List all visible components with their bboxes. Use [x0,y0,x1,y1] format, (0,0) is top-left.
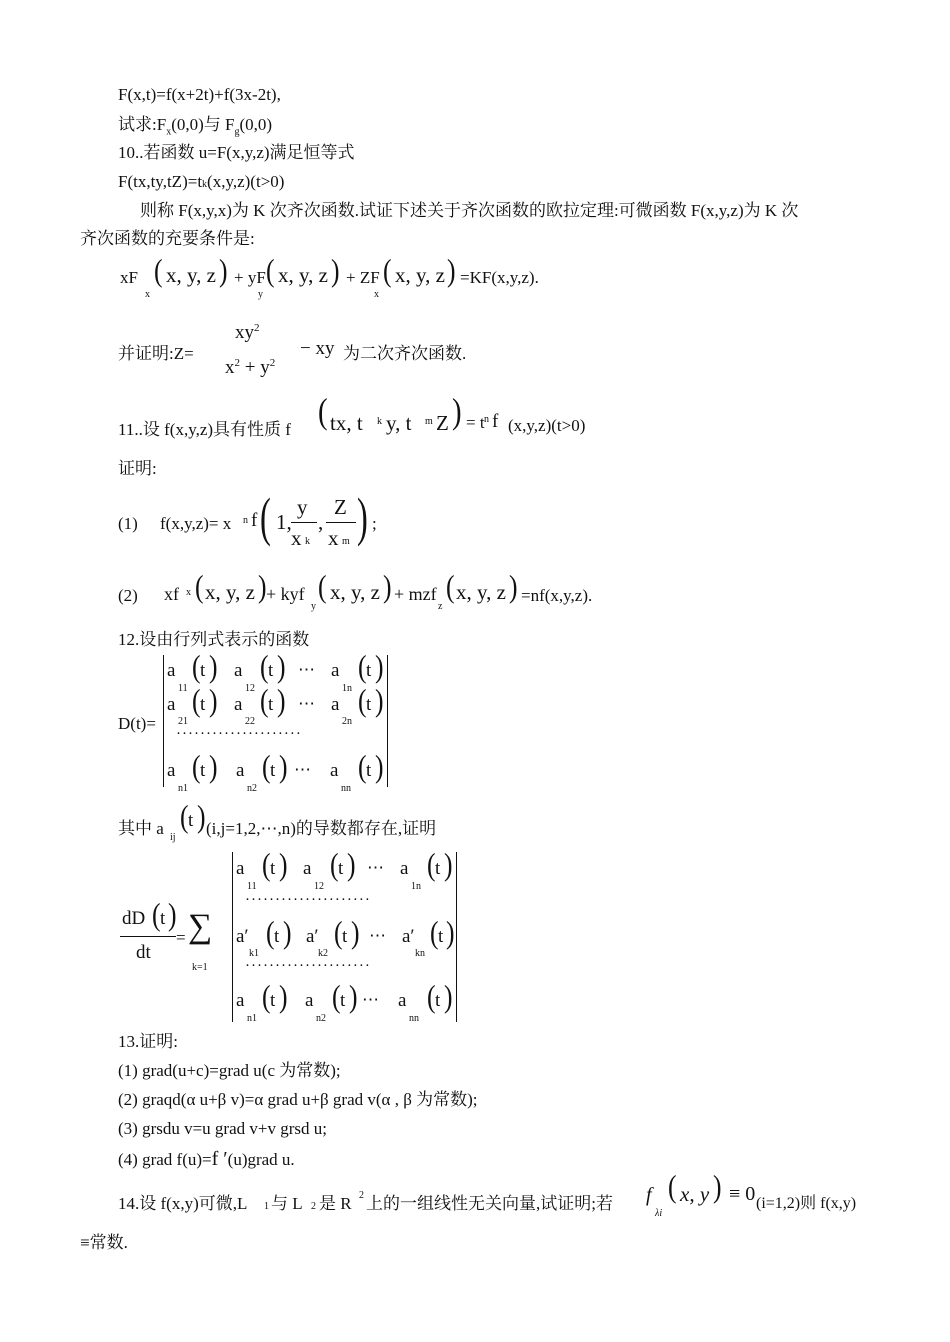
paren-open: ( [262,846,271,882]
paren-close: ) [444,846,453,882]
arguments: x, y [680,1182,710,1206]
text: f [492,411,499,432]
arguments: x, y, z [205,580,255,604]
fraction-bar [326,522,356,523]
fraction-denominator: x [328,526,339,550]
paren-open: ( [180,798,189,834]
text: (x,y,z)(t>0) [207,172,285,191]
paren-open: ( [446,568,455,604]
subscript: 12 [314,881,324,892]
text: , [318,510,324,534]
f-symbol: f [646,1184,652,1206]
text: 与 L [271,1194,303,1213]
zhengming-label: 证明: [118,459,157,478]
equiv-zero: ≡ 0 [729,1183,756,1205]
text: =nf(x,y,z). [521,586,593,605]
text: 1, [276,510,292,534]
subscript: kn [415,948,425,959]
subscript: g [234,126,240,138]
fraction-numerator [235,322,260,344]
paren-open: ( [154,252,163,288]
entry-a: a [167,760,176,781]
hdots: ⋯ [298,694,315,713]
entry-t: t [270,858,276,879]
text: (0,0) [239,115,273,134]
summation-symbol: ∑ [188,908,213,945]
paren-close: ) [383,568,392,604]
subscript: 1n [342,683,352,694]
subscript: z [438,601,443,612]
paren-close: ) [277,682,286,718]
text: x [225,357,235,378]
text: f(x,y,z)= x [160,514,232,533]
problem-13-title: 13.证明: [118,1032,178,1051]
paren-close: ) [279,978,288,1014]
problem-10-title: 10..若函数 u=F(x,y,z)满足恒等式 [118,143,355,162]
paren-open: ( [427,846,436,882]
paren-open: ( [668,1168,677,1204]
entry-a: a [236,760,245,781]
paren-open: ( [260,487,271,547]
text: + ZF [346,268,380,287]
paren-close: ) [168,896,177,932]
subscript: 2n [342,716,352,727]
entry-a-prime: a′ [236,926,249,947]
determinant-left-bar [232,852,233,1022]
subscript: 1n [411,881,421,892]
paren-close: ) [349,978,358,1014]
entry-a: a [234,694,243,715]
text: 为二次齐次函数. [343,344,467,363]
text: (4) grad f(u)= [118,1150,212,1169]
subscript: 11 [178,683,188,694]
fraction-numerator: dD [122,908,146,929]
subscript: x [186,587,191,598]
entry-t: t [438,926,444,947]
text: ; [372,514,377,533]
paren-close: ) [209,682,218,718]
subscript: n1 [178,783,188,794]
entry-a: a [331,660,340,681]
text: (2) [118,586,138,605]
subscript: n2 [316,1013,326,1024]
entry-a-prime: a′ [306,926,319,947]
text: f [251,510,258,531]
entry-a: a [303,858,312,879]
exponent: 2 [269,357,276,369]
paren-close: ) [509,568,518,604]
subscript: nn [409,1013,419,1024]
entry-a: a [400,858,409,879]
subscript: 12 [245,683,255,694]
entry-t: t [342,926,348,947]
entry-t: t [268,694,274,715]
entry-t: t [200,760,206,781]
entry-a-prime: a′ [402,926,415,947]
subscript: k1 [249,948,259,959]
text: (u)grad u. [227,1150,295,1169]
superscript-k: k [202,179,208,190]
paren-close: ) [444,978,453,1014]
determinant-right-bar [387,655,388,787]
vertical-ellipsis-row: ····················· [176,726,302,742]
paren-close: ) [277,648,286,684]
text: 上的一组线性无关向量,试证明;若 [366,1194,613,1213]
superscript: n [484,414,489,425]
paren-open: ( [427,978,436,1014]
entry-a: a [398,990,407,1011]
text: 11..设 f(x,y,z)具有性质 f [118,420,291,439]
determinant-right-bar [456,852,457,1022]
text: + mzf [394,584,437,604]
text: 并证明:Z= [118,344,194,363]
arguments: x, y, z [278,263,328,287]
text: (i=1,2)则 f(x,y) [756,1195,857,1212]
paren-close: ) [331,252,340,288]
entry-t: t [366,660,372,681]
subscript: n2 [247,783,257,794]
paragraph-line-a: 则称 F(x,y,x)为 K 次齐次函数.试证下述关于齐次函数的欧拉定理:可微函数 F(x,y,z)为 K 次 [140,201,799,220]
vertical-ellipsis-row: ····················· [245,892,371,908]
formula-line-1: F(x,t)=f(x+2t)+f(3x-2t), [118,85,281,104]
paragraph-line-b: 齐次函数的充要条件是: [80,229,255,248]
entry-a: a [234,660,243,681]
subscript: 2 [311,1201,316,1212]
subscript: y [258,289,263,300]
subscript: ij [170,832,176,843]
paren-close: ) [279,748,288,784]
superscript: 2 [359,1190,364,1201]
arguments: x, y, z [330,580,380,604]
problem-13-item-1: (1) grad(u+c)=grad u(c 为常数); [118,1061,341,1080]
paren-close: ) [219,252,228,288]
text: 是 R [319,1194,352,1213]
paren-close: ) [357,487,368,547]
text: 14.设 f(x,y)可微,L [118,1194,248,1213]
text: D(t)= [118,714,156,733]
paren-close: ) [209,748,218,784]
exponent: 2 [254,322,260,334]
subscript: λi [655,1208,663,1219]
paren-open: ( [358,648,367,684]
paren-open: ( [192,748,201,784]
subscript: n1 [247,1013,257,1024]
entry-t: t [200,660,206,681]
hdots: ⋯ [298,660,315,679]
f-prime: f ′ [211,1148,228,1170]
paren-close: ) [375,648,384,684]
text: tx, t [330,411,363,435]
subscript: 1 [264,1201,269,1212]
paren-close: ) [446,914,455,950]
entry-t: t [268,660,274,681]
paren-close: ) [447,252,456,288]
entry-t: t [270,760,276,781]
subscript: x [374,289,379,300]
summation-index: k=1 [192,962,208,973]
text: 其中 a [118,819,164,838]
entry-t: t [188,810,194,831]
paren-open: ( [152,896,161,932]
problem-13-item-2: (2) graqd(α u+β v)=α grad u+β grad v(α , β 为常数); [118,1090,478,1109]
superscript: k [305,536,310,547]
entry-a: a [331,694,340,715]
text: xy [235,322,254,343]
entry-t: t [435,990,441,1011]
entry-a: a [236,990,245,1011]
problem-12-title: 12.设由行列式表示的函数 [118,630,310,649]
entry-a: a [330,760,339,781]
paren-close: ) [375,682,384,718]
problem-text-fx-fg [118,115,272,142]
identity-line [118,172,284,195]
entry-t: t [270,990,276,1011]
entry-t: t [160,908,166,929]
subscript: 11 [247,881,257,892]
text: (0,0)与 F [171,115,235,134]
paren-close: ) [452,391,462,431]
paren-open: ( [192,682,201,718]
subscript: nn [341,783,351,794]
entry-a: a [167,694,176,715]
paren-open: ( [358,748,367,784]
hdots: ⋯ [369,926,386,945]
hdots: ⋯ [294,760,311,779]
text: xF [120,268,138,287]
paren-close: ) [209,648,218,684]
paren-open: ( [358,682,367,718]
entry-t: t [366,760,372,781]
fraction-denominator: x [291,526,302,550]
paren-close: ) [279,846,288,882]
text: F(tx,ty,tZ)=t [118,172,203,191]
arguments: x, y, z [395,263,445,287]
text: + kyf [266,584,305,604]
entry-t: t [200,694,206,715]
paren-open: ( [195,568,204,604]
paren-open: ( [318,568,327,604]
superscript: k [377,416,382,427]
paren-open: ( [262,978,271,1014]
entry-t: t [340,990,346,1011]
text: + yF [234,268,266,287]
text: Z [436,411,449,435]
subscript: 22 [245,716,255,727]
text: (1) [118,514,138,533]
paren-close: ) [713,1168,722,1204]
arguments: x, y, z [166,263,216,287]
paren-open: ( [260,648,269,684]
paren-open: ( [330,846,339,882]
text: xf [164,584,179,604]
paren-close: ) [351,914,360,950]
paren-open: ( [334,914,343,950]
superscript: m [425,416,433,427]
superscript: n [243,515,248,526]
paren-open: ( [318,391,328,431]
entry-t: t [274,926,280,947]
paren-close: ) [375,748,384,784]
fraction-denominator [225,357,275,379]
paren-close: ) [347,846,356,882]
subscript: x [145,289,150,300]
fraction-bar [120,936,176,937]
equals-sign: = [176,928,186,947]
hdots: ⋯ [367,858,384,877]
superscript: m [342,536,350,547]
text: (i,j=1,2,⋯,n)的导数都存在,证明 [206,819,437,838]
entry-a: a [236,858,245,879]
exponent: 2 [234,357,240,369]
paren-open: ( [430,914,439,950]
problem-14-conclusion: ≡常数. [80,1233,128,1252]
paren-open: ( [266,914,275,950]
problem-13-item-4 [118,1149,295,1170]
paren-open: ( [192,648,201,684]
fraction-denominator: dt [136,942,151,963]
paren-open: ( [262,748,271,784]
text: − xy [300,338,335,359]
paren-open: ( [266,252,275,288]
paren-open: ( [383,252,392,288]
subscript: y [311,601,316,612]
text: =KF(x,y,z). [460,268,539,287]
fraction-numerator: Z [334,495,347,519]
subscript: 21 [178,716,188,727]
text: 试求:F [118,115,167,134]
paren-open: ( [260,682,269,718]
text: = t [466,413,485,432]
arguments: x, y, z [456,580,506,604]
paren-close: ) [258,568,267,604]
problem-13-item-3: (3) grsdu v=u grad v+v grsd u; [118,1119,327,1138]
fraction-bar [291,522,317,523]
entry-t: t [435,858,441,879]
text: (x,y,z)(t>0) [508,416,586,435]
entry-a: a [167,660,176,681]
entry-a: a [305,990,314,1011]
vertical-ellipsis-row: ····················· [245,958,371,974]
determinant-left-bar [163,655,164,787]
subscript: k2 [318,948,328,959]
subscript: x [166,126,172,138]
entry-t: t [338,858,344,879]
entry-t: t [366,694,372,715]
paren-close: ) [197,798,206,834]
paren-close: ) [283,914,292,950]
text: y, t [386,411,412,435]
paren-open: ( [332,978,341,1014]
fraction-numerator: y [297,495,308,519]
hdots: ⋯ [362,990,379,1009]
text: + y [240,357,270,378]
